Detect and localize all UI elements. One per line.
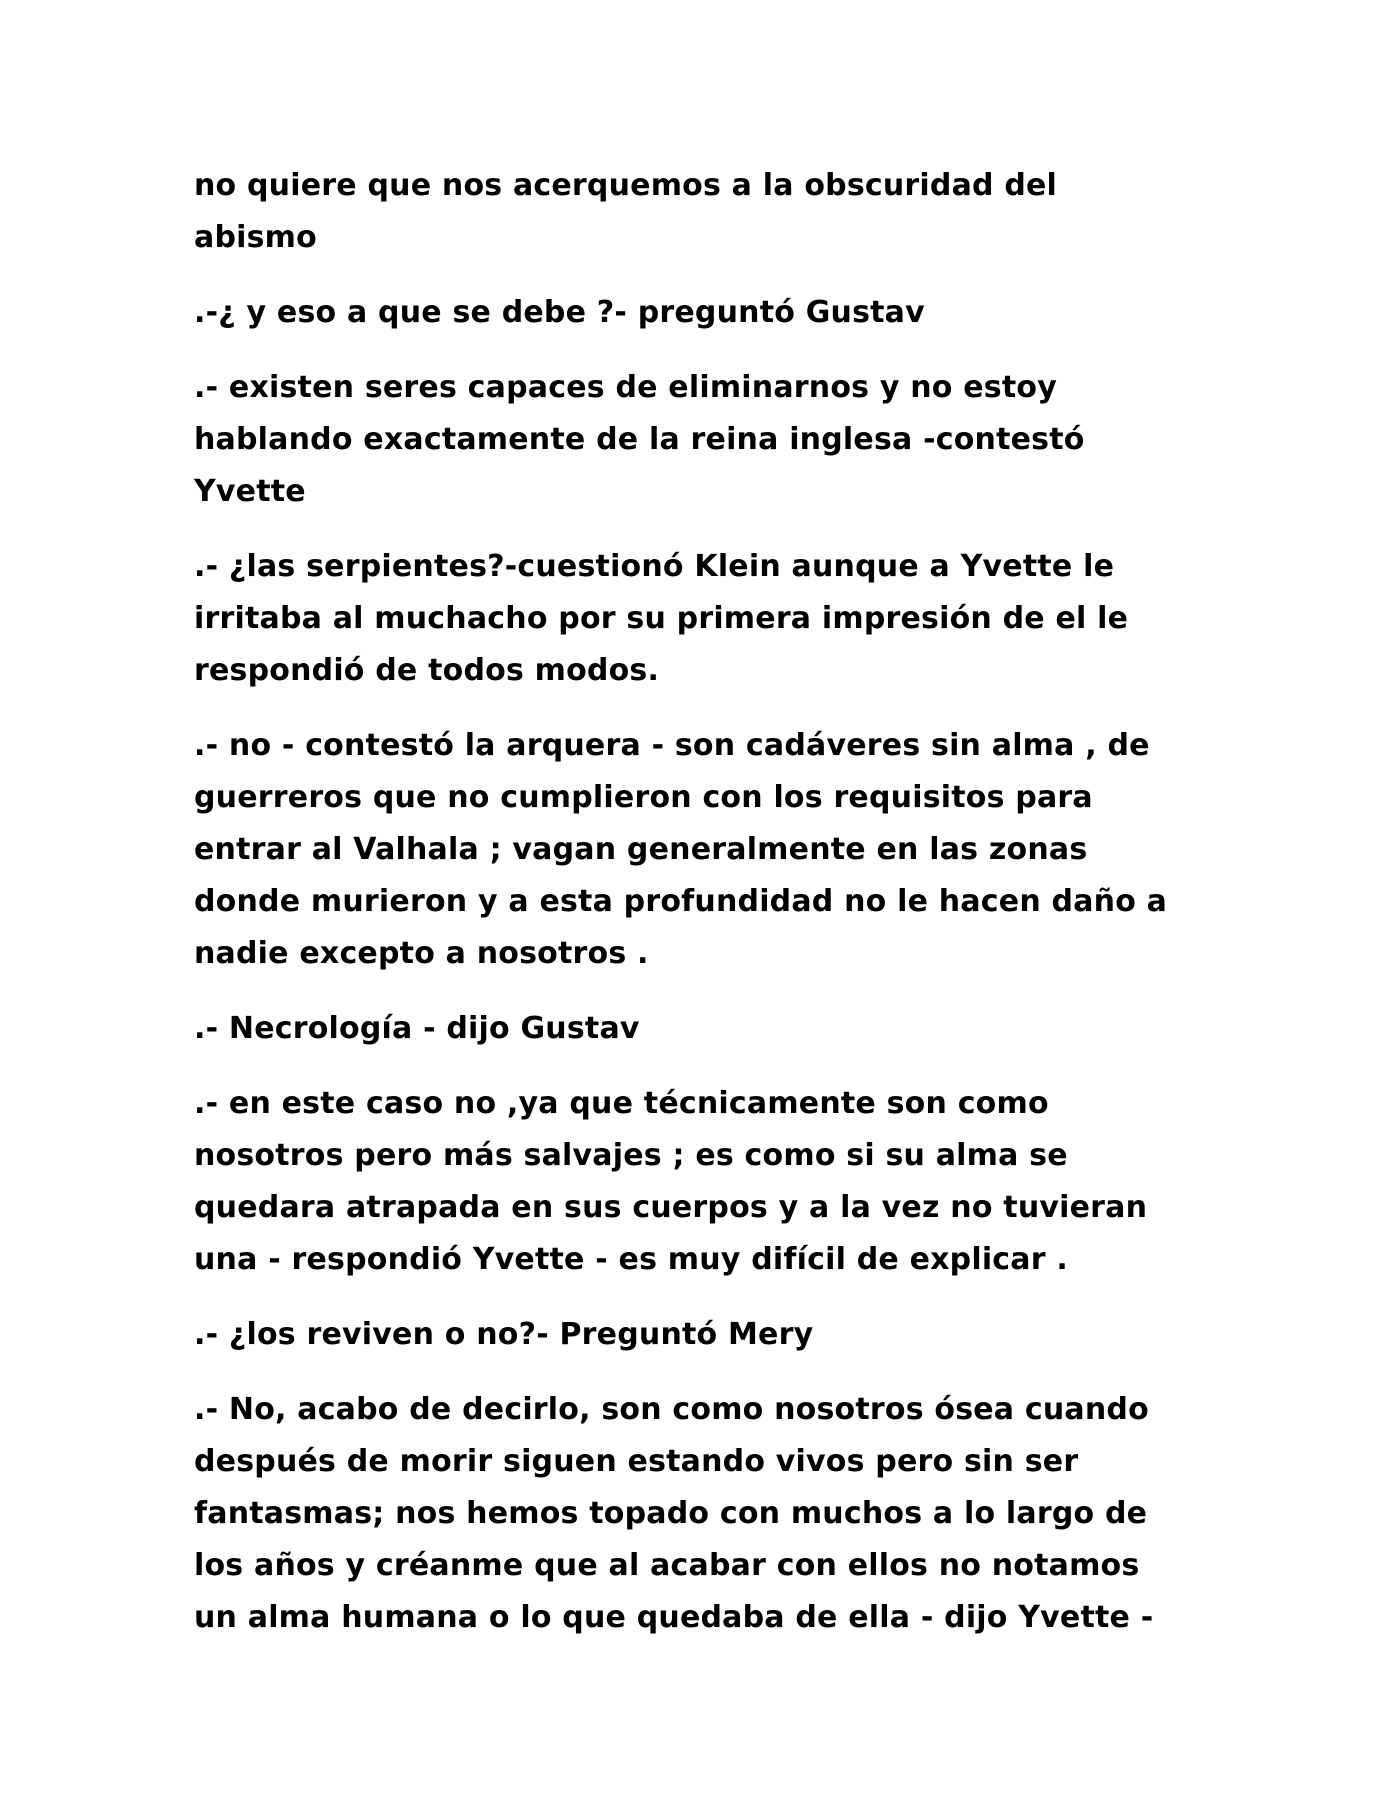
paragraph: .- ¿las serpientes?-cuestionó Klein aunque a Yvette le irritaba al muchacho por su primera impresión de el le respondió de todos modos. [194, 549, 1129, 688]
paragraph: .- ¿los reviven o no?- Preguntó Mery [194, 1317, 814, 1352]
paragraph: .- existen seres capaces de eliminarnos y no estoy hablando exactamente de la reina inglesa -contestó Yvette [194, 370, 1085, 509]
document-body [194, 160, 1214, 1667]
paragraph: .- no - contestó la arquera - son cadáveres sin alma , de guerreros que no cumplieron con los requisitos para entrar al Valhala ; vagan generalmente en las zonas donde murieron y a esta profundidad no le hacen daño a nadie excepto a nosotros . [194, 728, 1168, 971]
paragraph: .- No, acabo de decirlo, son como nosotros ósea cuando después de morir siguen estando vivos pero sin ser fantasmas; nos hemos topado con muchos a lo largo de los años y créanme que al acabar con ellos no notamos un alma humana o lo que quedaba de ella - dijo Yvette - [194, 1392, 1154, 1635]
paragraph: .- Necrología - dijo Gustav [194, 1011, 640, 1046]
paragraph: .-¿ y eso a que se debe ?- preguntó Gustav [194, 295, 925, 330]
paragraph: .- en este caso no ,ya que técnicamente son como nosotros pero más salvajes ; es como si su alma se quedara atrapada en sus cuerpos y a la vez no tuvieran una - respondió Yvette - es muy difícil de explicar . [194, 1086, 1148, 1277]
paragraph: no quiere que nos acerquemos a la obscuridad del abismo [194, 168, 1058, 255]
